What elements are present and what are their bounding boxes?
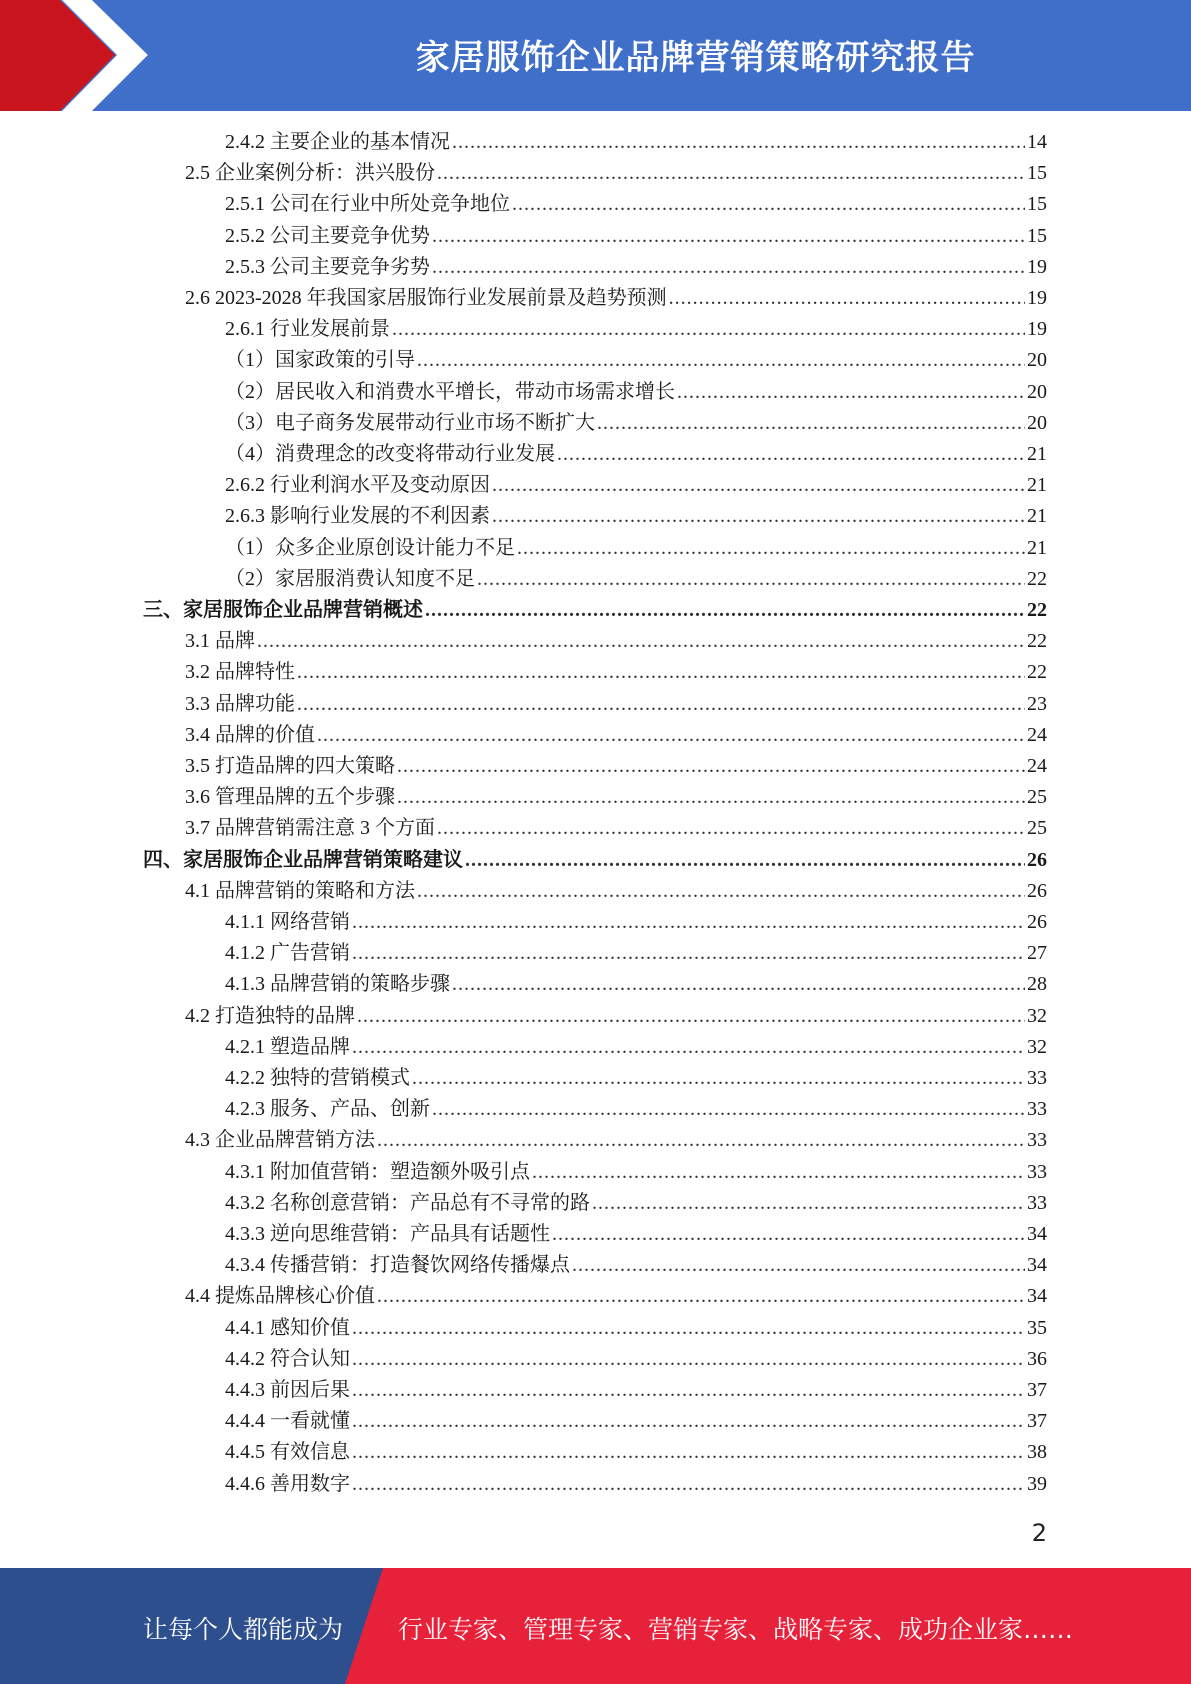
toc-entry[interactable]	[225, 314, 1047, 345]
toc-entry-label: 2.6.2 行业利润水平及变动原因	[225, 474, 490, 497]
toc-entry[interactable]	[225, 127, 1047, 158]
toc-entry-page: 25	[1027, 817, 1047, 840]
toc-entry-page: 32	[1027, 1035, 1047, 1058]
toc-entry-label: 三、家居服饰企业品牌营销概述	[143, 599, 423, 621]
toc-entry[interactable]	[225, 377, 1047, 408]
toc-entry-page: 34	[1027, 1285, 1047, 1308]
toc-entry[interactable]	[185, 1281, 1047, 1312]
toc-entry[interactable]	[225, 1375, 1047, 1406]
toc-entry-page: 15	[1027, 193, 1047, 216]
toc-entry-label: 2.5 企业案例分析：洪兴股份	[185, 162, 435, 185]
toc-entry-page: 19	[1027, 255, 1047, 278]
toc-entry-page: 22	[1027, 630, 1047, 653]
toc-entry[interactable]	[185, 720, 1047, 751]
toc-entry-label: 4.4 提炼品牌核心价值	[185, 1285, 375, 1308]
toc-entry-label: 2.6 2023-2028 年我国家居服饰行业发展前景及趋势预测	[185, 287, 667, 309]
toc-entry[interactable]	[225, 1437, 1047, 1468]
toc-entry[interactable]	[185, 626, 1047, 657]
toc-entry-label: （1）国家政策的引导	[225, 349, 415, 372]
toc-entry-page: 24	[1027, 755, 1047, 777]
toc-entry[interactable]	[185, 813, 1047, 844]
toc-entry[interactable]	[225, 1157, 1047, 1188]
toc-leader-dots	[397, 751, 1025, 782]
toc-entry-page: 36	[1027, 1347, 1047, 1370]
toc-entry-page: 22	[1027, 599, 1047, 621]
header-chevron-decoration	[0, 0, 200, 111]
toc-entry[interactable]	[225, 533, 1047, 564]
toc-leader-dots	[392, 314, 1025, 345]
toc-entry-label: 4.4.1 感知价值	[225, 1316, 350, 1339]
toc-leader-dots	[677, 377, 1025, 408]
toc-entry-label: 3.1 品牌	[185, 630, 255, 653]
toc-entry-page: 20	[1027, 349, 1047, 372]
toc-entry[interactable]	[185, 657, 1047, 688]
toc-entry-page: 35	[1027, 1316, 1047, 1339]
toc-entry-label: 4.4.4 一看就懂	[225, 1410, 350, 1433]
toc-leader-dots	[572, 1250, 1025, 1281]
toc-entry-page: 15	[1027, 224, 1047, 247]
toc-entry-page: 33	[1027, 1129, 1047, 1152]
toc-leader-dots	[377, 1125, 1025, 1156]
toc-entry[interactable]	[225, 1406, 1047, 1437]
toc-entry-page: 15	[1027, 162, 1047, 185]
toc-leader-dots	[352, 1344, 1025, 1375]
toc-leader-dots	[477, 564, 1025, 595]
toc-entry[interactable]	[225, 345, 1047, 376]
toc-entry-label: 3.3 品牌功能	[185, 692, 295, 715]
toc-entry[interactable]	[185, 158, 1047, 189]
toc-entry-label: 4.1.2 广告营销	[225, 942, 350, 965]
toc-entry-page: 21	[1027, 443, 1047, 465]
toc-entry-page: 38	[1027, 1441, 1047, 1464]
toc-leader-dots	[317, 720, 1025, 751]
toc-leader-dots	[437, 158, 1025, 189]
toc-leader-dots	[597, 408, 1025, 439]
toc-entry-label: 3.2 品牌特性	[185, 661, 295, 684]
toc-leader-dots	[437, 813, 1025, 844]
toc-leader-dots	[397, 782, 1025, 813]
toc-entry-label: 2.6.3 影响行业发展的不利因素	[225, 505, 490, 528]
toc-entry-page: 21	[1027, 536, 1047, 559]
toc-entry-label: 3.5 打造品牌的四大策略	[185, 755, 395, 777]
toc-entry[interactable]	[185, 1001, 1047, 1032]
toc-entry-page: 33	[1027, 1160, 1047, 1183]
toc-leader-dots	[377, 1281, 1025, 1312]
header-title: 家居服饰企业品牌营销策略研究报告	[415, 38, 976, 78]
toc-entry-label: 3.4 品牌的价值	[185, 723, 315, 746]
toc-entry-label: 4.2.3 服务、产品、创新	[225, 1098, 430, 1121]
toc-entry-page: 34	[1027, 1254, 1047, 1277]
toc-entry[interactable]	[225, 439, 1047, 470]
toc-leader-dots	[417, 876, 1025, 907]
toc-entry[interactable]	[225, 189, 1047, 220]
toc-entry[interactable]	[225, 969, 1047, 1000]
toc-entry-page: 21	[1027, 505, 1047, 528]
toc-leader-dots	[352, 1032, 1025, 1063]
toc-entry[interactable]	[225, 1188, 1047, 1219]
toc-entry-label: （2）家居服消费认知度不足	[225, 567, 475, 590]
toc-entry-page: 26	[1027, 848, 1047, 871]
toc-entry-page: 26	[1027, 879, 1047, 902]
toc-leader-dots	[512, 189, 1025, 220]
toc-entry-page: 19	[1027, 318, 1047, 341]
toc-entry[interactable]	[225, 1344, 1047, 1375]
toc-entry[interactable]	[225, 1250, 1047, 1281]
toc-entry-page: 34	[1027, 1223, 1047, 1245]
toc-leader-dots	[352, 907, 1025, 938]
toc-entry[interactable]	[225, 1063, 1047, 1094]
toc-leader-dots	[432, 252, 1025, 283]
toc-entry-page: 21	[1027, 474, 1047, 497]
toc-entry-page: 14	[1027, 131, 1047, 153]
toc-leader-dots	[352, 1469, 1025, 1500]
toc-entry-page: 20	[1027, 380, 1047, 403]
toc-entry-label: 4.2 打造独特的品牌	[185, 1004, 355, 1027]
toc-entry[interactable]	[143, 845, 1047, 876]
toc-entry-label: 4.3 企业品牌营销方法	[185, 1129, 375, 1152]
toc-entry-label: （3）电子商务发展带动行业市场不断扩大	[225, 411, 595, 434]
toc-entry[interactable]	[185, 782, 1047, 813]
toc-entry-page: 33	[1027, 1098, 1047, 1121]
toc-entry[interactable]	[225, 1219, 1047, 1250]
toc-entry[interactable]	[185, 751, 1047, 782]
toc-leader-dots	[352, 938, 1025, 969]
toc-entry[interactable]	[225, 907, 1047, 938]
toc-entry-page: 22	[1027, 567, 1047, 590]
toc-entry-page: 33	[1027, 1191, 1047, 1214]
toc-entry-label: 4.3.2 名称创意营销：产品总有不寻常的路	[225, 1191, 590, 1214]
toc-leader-dots	[257, 626, 1025, 657]
toc-entry-label: （2）居民收入和消费水平增长，带动市场需求增长	[225, 380, 675, 403]
toc-entry-label: 4.1.3 品牌营销的策略步骤	[225, 973, 450, 996]
toc-entry-page: 26	[1027, 911, 1047, 933]
toc-leader-dots	[357, 1001, 1025, 1032]
toc-entry-label: 4.2.1 塑造品牌	[225, 1035, 350, 1058]
toc-leader-dots	[297, 689, 1025, 720]
toc-entry[interactable]	[185, 689, 1047, 720]
toc-entry[interactable]	[225, 1313, 1047, 1344]
toc-entry-page: 37	[1027, 1379, 1047, 1401]
toc-leader-dots	[412, 1063, 1025, 1094]
toc-leader-dots	[532, 1157, 1025, 1188]
toc-leader-dots	[452, 969, 1025, 1000]
toc-entry[interactable]	[225, 1469, 1047, 1500]
toc-entry-label: 2.6.1 行业发展前景	[225, 318, 390, 341]
toc-entry-page: 20	[1027, 411, 1047, 434]
toc-entry-label: （4）消费理念的改变将带动行业发展	[225, 443, 555, 465]
toc-entry-label: 3.7 品牌营销需注意 3 个方面	[185, 817, 435, 840]
toc-entry-label: 四、家居服饰企业品牌营销策略建议	[143, 848, 463, 871]
toc-entry[interactable]	[225, 221, 1047, 252]
toc-entry[interactable]	[185, 1125, 1047, 1156]
toc-entry-label: 4.3.1 附加值营销：塑造额外吸引点	[225, 1160, 530, 1183]
toc-entry-page: 22	[1027, 661, 1047, 684]
toc-entry-page: 33	[1027, 1067, 1047, 1089]
toc-entry-page: 37	[1027, 1410, 1047, 1433]
toc-leader-dots	[352, 1437, 1025, 1468]
toc-entry[interactable]	[225, 252, 1047, 283]
toc-leader-dots	[492, 470, 1025, 501]
toc-entry[interactable]	[225, 501, 1047, 532]
toc-leader-dots	[297, 657, 1025, 688]
toc-leader-dots	[352, 1313, 1025, 1344]
toc-entry-page: 19	[1027, 287, 1047, 309]
toc-entry-page: 39	[1027, 1472, 1047, 1495]
toc-entry-label: 4.3.4 传播营销：打造餐饮网络传播爆点	[225, 1254, 570, 1277]
toc-entry-label: 4.4.3 前因后果	[225, 1379, 350, 1401]
toc-leader-dots	[465, 845, 1025, 876]
toc-leader-dots	[557, 439, 1025, 470]
toc-leader-dots	[432, 221, 1025, 252]
toc-entry[interactable]	[143, 595, 1047, 626]
toc-leader-dots	[352, 1375, 1025, 1406]
toc-entry[interactable]	[225, 408, 1047, 439]
toc-entry[interactable]	[225, 1032, 1047, 1063]
toc-leader-dots	[432, 1094, 1025, 1125]
toc-leader-dots	[452, 127, 1025, 158]
toc-entry-label: 4.3.3 逆向思维营销：产品具有话题性	[225, 1223, 550, 1245]
toc-leader-dots	[492, 501, 1025, 532]
toc-entry-label: （1）众多企业原创设计能力不足	[225, 536, 515, 559]
footer-slogan-right: 行业专家、管理专家、营销专家、战略专家、成功企业家……	[398, 1615, 1074, 1644]
toc-entry-label: 4.1 品牌营销的策略和方法	[185, 879, 415, 902]
footer-slogan-left: 让每个人都能成为	[143, 1615, 344, 1644]
toc-leader-dots	[352, 1406, 1025, 1437]
toc-entry-label: 4.1.1 网络营销	[225, 911, 350, 933]
toc-entry-page: 32	[1027, 1004, 1047, 1027]
toc-entry[interactable]	[185, 283, 1047, 314]
toc-leader-dots	[552, 1219, 1025, 1250]
toc-entry-label: 2.5.1 公司在行业中所处竞争地位	[225, 193, 510, 216]
page-number: 2	[1031, 1519, 1047, 1547]
toc-entry[interactable]	[225, 1094, 1047, 1125]
toc-entry-label: 2.5.3 公司主要竞争劣势	[225, 255, 430, 278]
toc-leader-dots	[669, 283, 1025, 314]
toc-entry-page: 23	[1027, 692, 1047, 715]
toc-entry-page: 25	[1027, 786, 1047, 809]
toc-entry-label: 4.4.5 有效信息	[225, 1441, 350, 1464]
toc-leader-dots	[517, 533, 1025, 564]
toc-entry[interactable]	[225, 564, 1047, 595]
toc-entry-label: 2.5.2 公司主要竞争优势	[225, 224, 430, 247]
toc-entry-page: 27	[1027, 942, 1047, 965]
toc-entry-page: 28	[1027, 973, 1047, 996]
toc-leader-dots	[425, 595, 1025, 626]
toc-entry-label: 2.4.2 主要企业的基本情况	[225, 131, 450, 153]
toc-entry-label: 4.4.6 善用数字	[225, 1472, 350, 1495]
toc-entry-label: 4.4.2 符合认知	[225, 1347, 350, 1370]
page-footer	[0, 1568, 1191, 1684]
toc-entry-label: 4.2.2 独特的营销模式	[225, 1067, 410, 1089]
toc-entry-page: 24	[1027, 723, 1047, 746]
toc-entry[interactable]	[185, 876, 1047, 907]
toc-entry[interactable]	[225, 938, 1047, 969]
toc-entry-label: 3.6 管理品牌的五个步骤	[185, 786, 395, 809]
toc-entry[interactable]	[225, 470, 1047, 501]
page-header	[0, 0, 1191, 111]
toc-leader-dots	[417, 345, 1025, 376]
toc-leader-dots	[592, 1188, 1025, 1219]
